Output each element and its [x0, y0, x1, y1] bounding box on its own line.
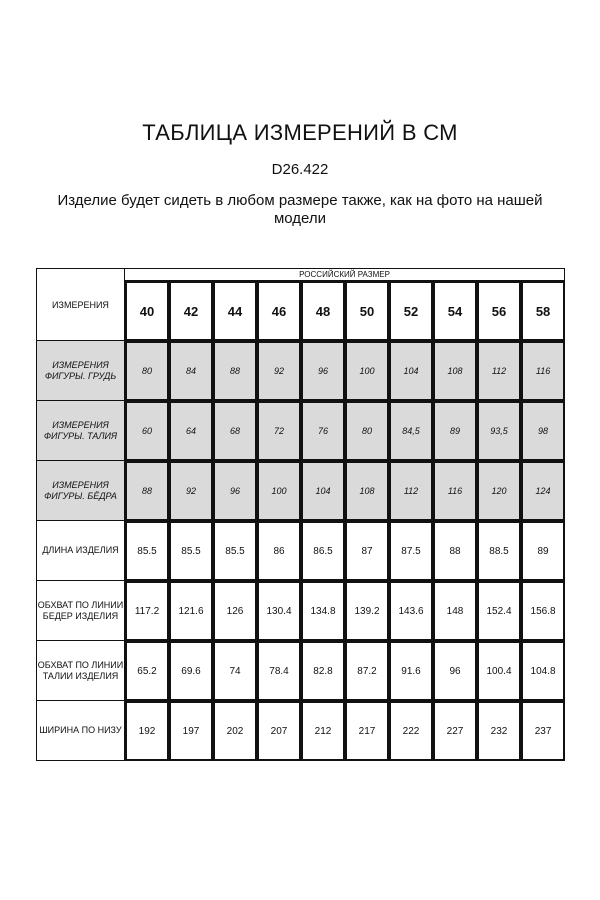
table-cell: 148 — [433, 581, 477, 641]
row-label: ДЛИНА ИЗДЕЛИЯ — [37, 521, 125, 581]
table-cell: 143.6 — [389, 581, 433, 641]
table-cell: 85.5 — [169, 521, 213, 581]
table-cell: 86 — [257, 521, 301, 581]
size-header-cell: 46 — [257, 281, 301, 341]
table-cell: 212 — [301, 701, 345, 761]
table-cell: 126 — [213, 581, 257, 641]
table-cell: 232 — [477, 701, 521, 761]
table-row — [37, 581, 565, 641]
table-cell: 89 — [521, 521, 565, 581]
table-cell: 88.5 — [477, 521, 521, 581]
table-cell: 156.8 — [521, 581, 565, 641]
row-label: ШИРИНА ПО НИЗУ — [37, 701, 125, 761]
table-cell: 96 — [433, 641, 477, 701]
table-row — [37, 461, 565, 521]
table-cell: 84 — [169, 341, 213, 401]
table-cell: 76 — [301, 401, 345, 461]
row-label: ОБХВАТ ПО ЛИНИИ БЕДЕР ИЗДЕЛИЯ — [37, 581, 125, 641]
page-title: ТАБЛИЦА ИЗМЕРЕНИЙ В СМ — [142, 120, 458, 145]
table-row — [37, 521, 565, 581]
table-cell: 100 — [257, 461, 301, 521]
table-cell: 93,5 — [477, 401, 521, 461]
table-cell: 74 — [213, 641, 257, 701]
table-cell: 65.2 — [125, 641, 169, 701]
table-cell: 87 — [345, 521, 389, 581]
size-header-cell: 56 — [477, 281, 521, 341]
table-cell: 91.6 — [389, 641, 433, 701]
table-cell: 98 — [521, 401, 565, 461]
table-cell: 104 — [389, 341, 433, 401]
table-cell: 117.2 — [125, 581, 169, 641]
table-cell: 60 — [125, 401, 169, 461]
row-label: ОБХВАТ ПО ЛИНИИ ТАЛИИ ИЗДЕЛИЯ — [37, 641, 125, 701]
table-cell: 192 — [125, 701, 169, 761]
table-cell: 202 — [213, 701, 257, 761]
table-cell: 124 — [521, 461, 565, 521]
table-cell: 121.6 — [169, 581, 213, 641]
table-cell: 120 — [477, 461, 521, 521]
table-cell: 104 — [301, 461, 345, 521]
table-cell: 89 — [433, 401, 477, 461]
table-cell: 134.8 — [301, 581, 345, 641]
table-cell: 116 — [433, 461, 477, 521]
measurements-header: ИЗМЕРЕНИЯ — [37, 269, 125, 341]
table-row — [37, 341, 565, 401]
size-header-cell: 42 — [169, 281, 213, 341]
article-code: D26.422 — [271, 161, 329, 178]
table-cell: 87.2 — [345, 641, 389, 701]
table-cell: 116 — [521, 341, 565, 401]
table-cell: 130.4 — [257, 581, 301, 641]
table-cell: 78.4 — [257, 641, 301, 701]
table-cell: 80 — [125, 341, 169, 401]
table-cell: 88 — [213, 341, 257, 401]
table-cell: 68 — [213, 401, 257, 461]
size-header-cell: 48 — [301, 281, 345, 341]
russian-size-header: РОССИЙСКИЙ РАЗМЕР — [125, 269, 565, 281]
table-cell: 100.4 — [477, 641, 521, 701]
table-cell: 237 — [521, 701, 565, 761]
table-cell: 227 — [433, 701, 477, 761]
table-cell: 85.5 — [125, 521, 169, 581]
table-cell: 152.4 — [477, 581, 521, 641]
row-label: ИЗМЕРЕНИЯ ФИГУРЫ. БЁДРА — [37, 461, 125, 521]
table-row — [37, 401, 565, 461]
size-header-cell: 50 — [345, 281, 389, 341]
table-cell: 69.6 — [169, 641, 213, 701]
table-cell: 96 — [301, 341, 345, 401]
table-cell: 92 — [257, 341, 301, 401]
table-cell: 222 — [389, 701, 433, 761]
row-label: ИЗМЕРЕНИЯ ФИГУРЫ. ТАЛИЯ — [37, 401, 125, 461]
table-cell: 96 — [213, 461, 257, 521]
table-cell: 85.5 — [213, 521, 257, 581]
table-cell: 217 — [345, 701, 389, 761]
table-cell: 100 — [345, 341, 389, 401]
table-cell: 197 — [169, 701, 213, 761]
table-cell: 104.8 — [521, 641, 565, 701]
table-cell: 88 — [433, 521, 477, 581]
table-row — [37, 641, 565, 701]
row-label: ИЗМЕРЕНИЯ ФИГУРЫ. ГРУДЬ — [37, 341, 125, 401]
table-cell: 64 — [169, 401, 213, 461]
table-cell: 92 — [169, 461, 213, 521]
table-cell: 86.5 — [301, 521, 345, 581]
table-cell: 112 — [389, 461, 433, 521]
size-header-cell: 58 — [521, 281, 565, 341]
table-row — [37, 701, 565, 761]
table-cell: 82.8 — [301, 641, 345, 701]
table-cell: 108 — [433, 341, 477, 401]
table-cell: 139.2 — [345, 581, 389, 641]
table-cell: 108 — [345, 461, 389, 521]
size-header-cell: 52 — [389, 281, 433, 341]
size-table — [36, 268, 565, 761]
table-cell: 87.5 — [389, 521, 433, 581]
table-cell: 84,5 — [389, 401, 433, 461]
table-cell: 207 — [257, 701, 301, 761]
fit-note: Изделие будет сидеть в любом размере также, как на фото на нашей модели — [57, 192, 543, 227]
table-cell: 80 — [345, 401, 389, 461]
table-cell: 88 — [125, 461, 169, 521]
table-cell: 72 — [257, 401, 301, 461]
size-header-cell: 54 — [433, 281, 477, 341]
size-header-cell: 40 — [125, 281, 169, 341]
size-header-cell: 44 — [213, 281, 257, 341]
table-cell: 112 — [477, 341, 521, 401]
